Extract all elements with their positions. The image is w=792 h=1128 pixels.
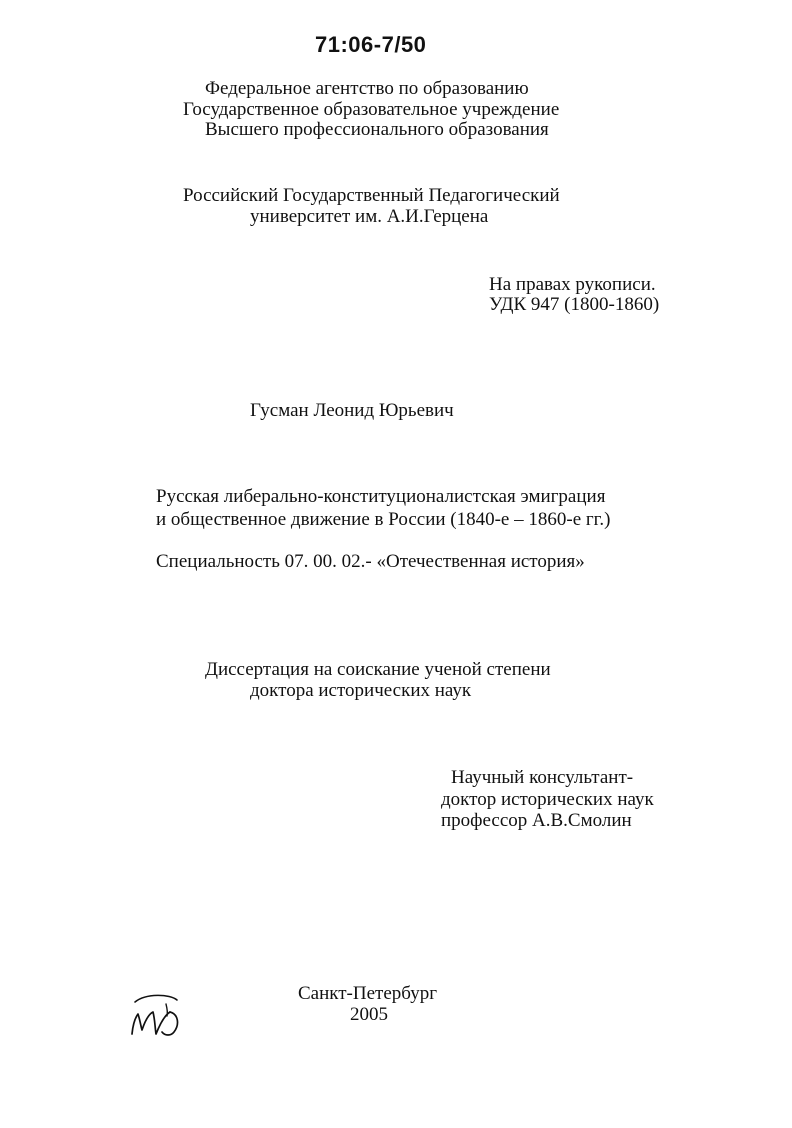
institution-level-line: Высшего профессионального образования: [205, 119, 549, 140]
manuscript-rights: На правах рукописи.: [489, 274, 656, 295]
place: Санкт-Петербург: [298, 983, 438, 1004]
degree-line-1: Диссертация на соискание ученой степени: [205, 659, 551, 680]
university-line-1: Российский Государственный Педагогический: [183, 185, 560, 206]
title-line-2: и общественное движение в России (1840-е – 1860-е гг.): [156, 509, 611, 530]
udc-code: УДК 947 (1800-1860): [489, 294, 660, 315]
title-line-1: Русская либерально-конституционалистская эмиграция: [156, 486, 606, 507]
archive-code: 71:06-7/50: [315, 32, 427, 57]
consultant-line-1: Научный консультант-: [451, 767, 634, 788]
consultant-line-2: доктор исторических наук: [441, 789, 654, 810]
signature-icon: [126, 990, 186, 1042]
agency-line: Федеральное агентство по образованию: [205, 78, 529, 99]
institution-type-line: Государственное образовательное учреждение: [183, 99, 560, 120]
consultant-line-3: профессор А.В.Смолин: [441, 810, 632, 831]
degree-line-2: доктора исторических наук: [250, 680, 472, 701]
year: 2005: [350, 1004, 388, 1025]
author-name: Гусман Леонид Юрьевич: [250, 400, 454, 421]
university-line-2: университет им. А.И.Герцена: [250, 206, 489, 227]
specialty: Специальность 07. 00. 02.- «Отечественная история»: [156, 551, 585, 572]
